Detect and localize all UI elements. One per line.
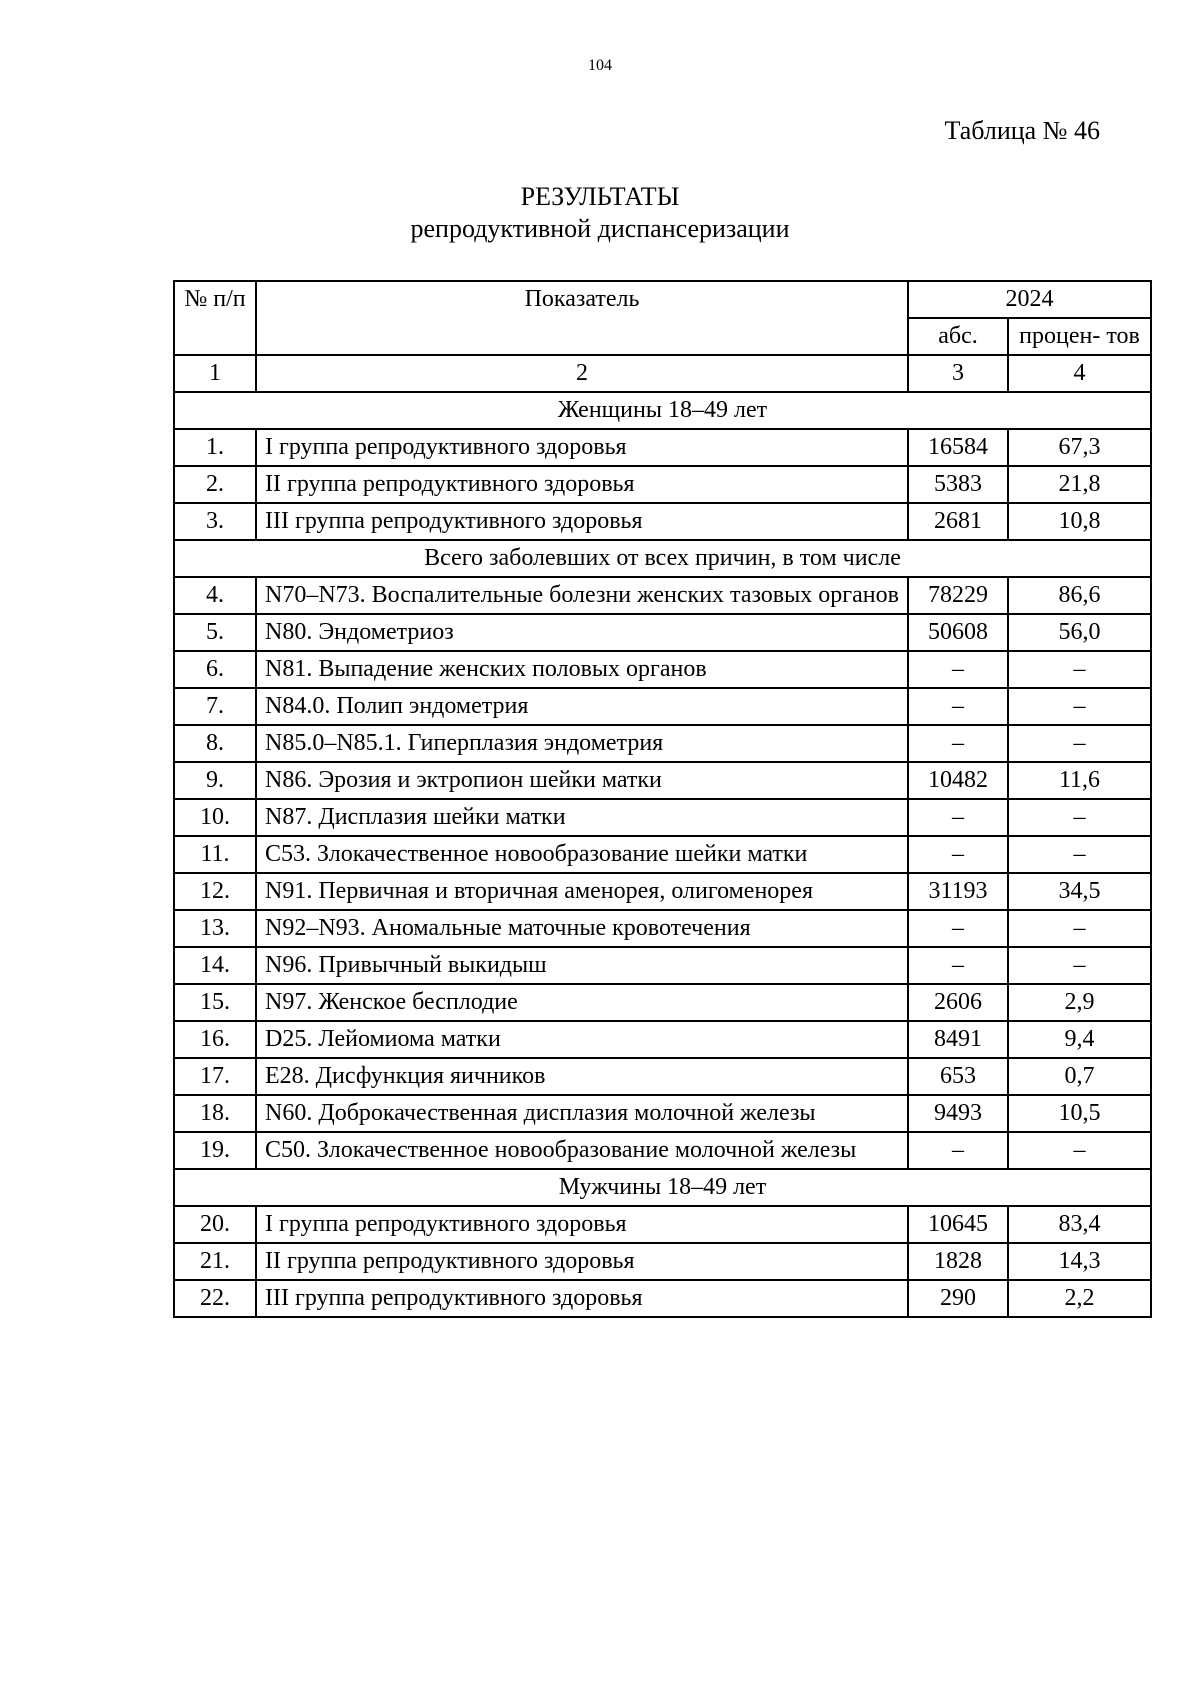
table-row <box>174 466 1151 503</box>
row-percent-value: – <box>1008 688 1151 725</box>
row-abs-value: 290 <box>908 1280 1008 1317</box>
row-percent-value: – <box>1008 725 1151 762</box>
section-row <box>174 392 1151 429</box>
row-percent-value: 34,5 <box>1008 873 1151 910</box>
table-row <box>174 836 1151 873</box>
row-number: 7. <box>174 688 256 725</box>
column-number: 3 <box>908 355 1008 392</box>
row-number: 12. <box>174 873 256 910</box>
table-row <box>174 910 1151 947</box>
section-row <box>174 540 1151 577</box>
table-row <box>174 1058 1151 1095</box>
row-indicator: N92–N93. Аномальные маточные кровотечения <box>256 910 908 947</box>
row-percent-value: 2,2 <box>1008 1280 1151 1317</box>
table-row <box>174 947 1151 984</box>
header-year: 2024 <box>908 281 1151 318</box>
row-indicator: C50. Злокачественное новообразование молочной железы <box>256 1132 908 1169</box>
row-number: 8. <box>174 725 256 762</box>
row-number: 14. <box>174 947 256 984</box>
row-indicator: C53. Злокачественное новообразование шейки матки <box>256 836 908 873</box>
row-number: 10. <box>174 799 256 836</box>
row-percent-value: 83,4 <box>1008 1206 1151 1243</box>
table-label: Таблица № 46 <box>944 116 1100 145</box>
row-percent-value: 9,4 <box>1008 1021 1151 1058</box>
row-abs-value: 9493 <box>908 1095 1008 1132</box>
row-percent-value: 21,8 <box>1008 466 1151 503</box>
row-indicator: N87. Дисплазия шейки матки <box>256 799 908 836</box>
row-percent-value: 11,6 <box>1008 762 1151 799</box>
row-indicator: E28. Дисфункция яичников <box>256 1058 908 1095</box>
row-number: 5. <box>174 614 256 651</box>
table-row <box>174 651 1151 688</box>
row-number: 18. <box>174 1095 256 1132</box>
column-number: 2 <box>256 355 908 392</box>
table-row <box>174 688 1151 725</box>
row-abs-value: 2606 <box>908 984 1008 1021</box>
row-number: 11. <box>174 836 256 873</box>
row-abs-value: 10645 <box>908 1206 1008 1243</box>
row-number: 20. <box>174 1206 256 1243</box>
results-table <box>173 280 1152 1318</box>
header-percent: процен- тов <box>1008 318 1151 355</box>
row-abs-value: – <box>908 1132 1008 1169</box>
row-percent-value: 10,8 <box>1008 503 1151 540</box>
table-row <box>174 725 1151 762</box>
row-percent-value: 86,6 <box>1008 577 1151 614</box>
table-row <box>174 1132 1151 1169</box>
row-indicator: I группа репродуктивного здоровья <box>256 429 908 466</box>
row-indicator: III группа репродуктивного здоровья <box>256 1280 908 1317</box>
row-indicator: III группа репродуктивного здоровья <box>256 503 908 540</box>
table-title <box>0 181 1200 245</box>
row-abs-value: – <box>908 651 1008 688</box>
row-indicator: II группа репродуктивного здоровья <box>256 1243 908 1280</box>
table-row <box>174 1243 1151 1280</box>
row-percent-value: – <box>1008 947 1151 984</box>
row-number: 4. <box>174 577 256 614</box>
row-percent-value: 0,7 <box>1008 1058 1151 1095</box>
row-abs-value: – <box>908 910 1008 947</box>
table-row <box>174 1280 1151 1317</box>
row-indicator: N60. Доброкачественная дисплазия молочной железы <box>256 1095 908 1132</box>
row-indicator: N81. Выпадение женских половых органов <box>256 651 908 688</box>
title-line-1: РЕЗУЛЬТАТЫ <box>520 182 680 211</box>
row-indicator: N70–N73. Воспалительные болезни женских тазовых органов <box>256 577 908 614</box>
row-number: 13. <box>174 910 256 947</box>
row-percent-value: 14,3 <box>1008 1243 1151 1280</box>
table-row <box>174 1021 1151 1058</box>
row-percent-value: – <box>1008 836 1151 873</box>
section-row <box>174 1169 1151 1206</box>
row-number: 21. <box>174 1243 256 1280</box>
header-num: № п/п <box>174 281 256 355</box>
row-percent-value: – <box>1008 651 1151 688</box>
row-percent-value: 56,0 <box>1008 614 1151 651</box>
table-row <box>174 873 1151 910</box>
row-abs-value: 16584 <box>908 429 1008 466</box>
title-line-2: репродуктивной диспансеризации <box>410 214 790 243</box>
row-number: 2. <box>174 466 256 503</box>
row-abs-value: 50608 <box>908 614 1008 651</box>
table-row <box>174 799 1151 836</box>
table-row <box>174 429 1151 466</box>
row-abs-value: – <box>908 836 1008 873</box>
row-abs-value: – <box>908 725 1008 762</box>
row-number: 19. <box>174 1132 256 1169</box>
section-title: Женщины 18–49 лет <box>174 392 1151 429</box>
row-number: 3. <box>174 503 256 540</box>
section-title: Мужчины 18–49 лет <box>174 1169 1151 1206</box>
table-row <box>174 984 1151 1021</box>
row-percent-value: 67,3 <box>1008 429 1151 466</box>
column-number: 1 <box>174 355 256 392</box>
table-row <box>174 503 1151 540</box>
row-number: 9. <box>174 762 256 799</box>
row-number: 16. <box>174 1021 256 1058</box>
column-number: 4 <box>1008 355 1151 392</box>
column-number-row <box>174 355 1151 392</box>
table-row <box>174 577 1151 614</box>
row-abs-value: – <box>908 799 1008 836</box>
row-abs-value: – <box>908 688 1008 725</box>
row-abs-value: – <box>908 947 1008 984</box>
section-title: Всего заболевших от всех причин, в том числе <box>174 540 1151 577</box>
row-abs-value: 31193 <box>908 873 1008 910</box>
row-number: 6. <box>174 651 256 688</box>
header-indicator: Показатель <box>256 281 908 355</box>
row-percent-value: – <box>1008 1132 1151 1169</box>
row-abs-value: 5383 <box>908 466 1008 503</box>
row-indicator: N80. Эндометриоз <box>256 614 908 651</box>
header-row <box>174 281 1151 318</box>
page-number: 104 <box>588 57 612 74</box>
row-percent-value: – <box>1008 799 1151 836</box>
row-number: 1. <box>174 429 256 466</box>
row-indicator: N85.0–N85.1. Гиперплазия эндометрия <box>256 725 908 762</box>
row-number: 17. <box>174 1058 256 1095</box>
row-percent-value: 10,5 <box>1008 1095 1151 1132</box>
table-row <box>174 1206 1151 1243</box>
table-row <box>174 1095 1151 1132</box>
row-abs-value: 8491 <box>908 1021 1008 1058</box>
table-row <box>174 614 1151 651</box>
table-row <box>174 762 1151 799</box>
row-number: 15. <box>174 984 256 1021</box>
row-indicator: D25. Лейомиома матки <box>256 1021 908 1058</box>
row-indicator: N97. Женское бесплодие <box>256 984 908 1021</box>
row-percent-value: 2,9 <box>1008 984 1151 1021</box>
row-indicator: I группа репродуктивного здоровья <box>256 1206 908 1243</box>
row-abs-value: 2681 <box>908 503 1008 540</box>
row-indicator: N91. Первичная и вторичная аменорея, олигоменорея <box>256 873 908 910</box>
row-number: 22. <box>174 1280 256 1317</box>
row-abs-value: 653 <box>908 1058 1008 1095</box>
row-indicator: N84.0. Полип эндометрия <box>256 688 908 725</box>
row-indicator: N96. Привычный выкидыш <box>256 947 908 984</box>
row-percent-value: – <box>1008 910 1151 947</box>
row-abs-value: 1828 <box>908 1243 1008 1280</box>
row-indicator: II группа репродуктивного здоровья <box>256 466 908 503</box>
header-abs: абс. <box>908 318 1008 355</box>
row-indicator: N86. Эрозия и эктропион шейки матки <box>256 762 908 799</box>
row-abs-value: 10482 <box>908 762 1008 799</box>
row-abs-value: 78229 <box>908 577 1008 614</box>
